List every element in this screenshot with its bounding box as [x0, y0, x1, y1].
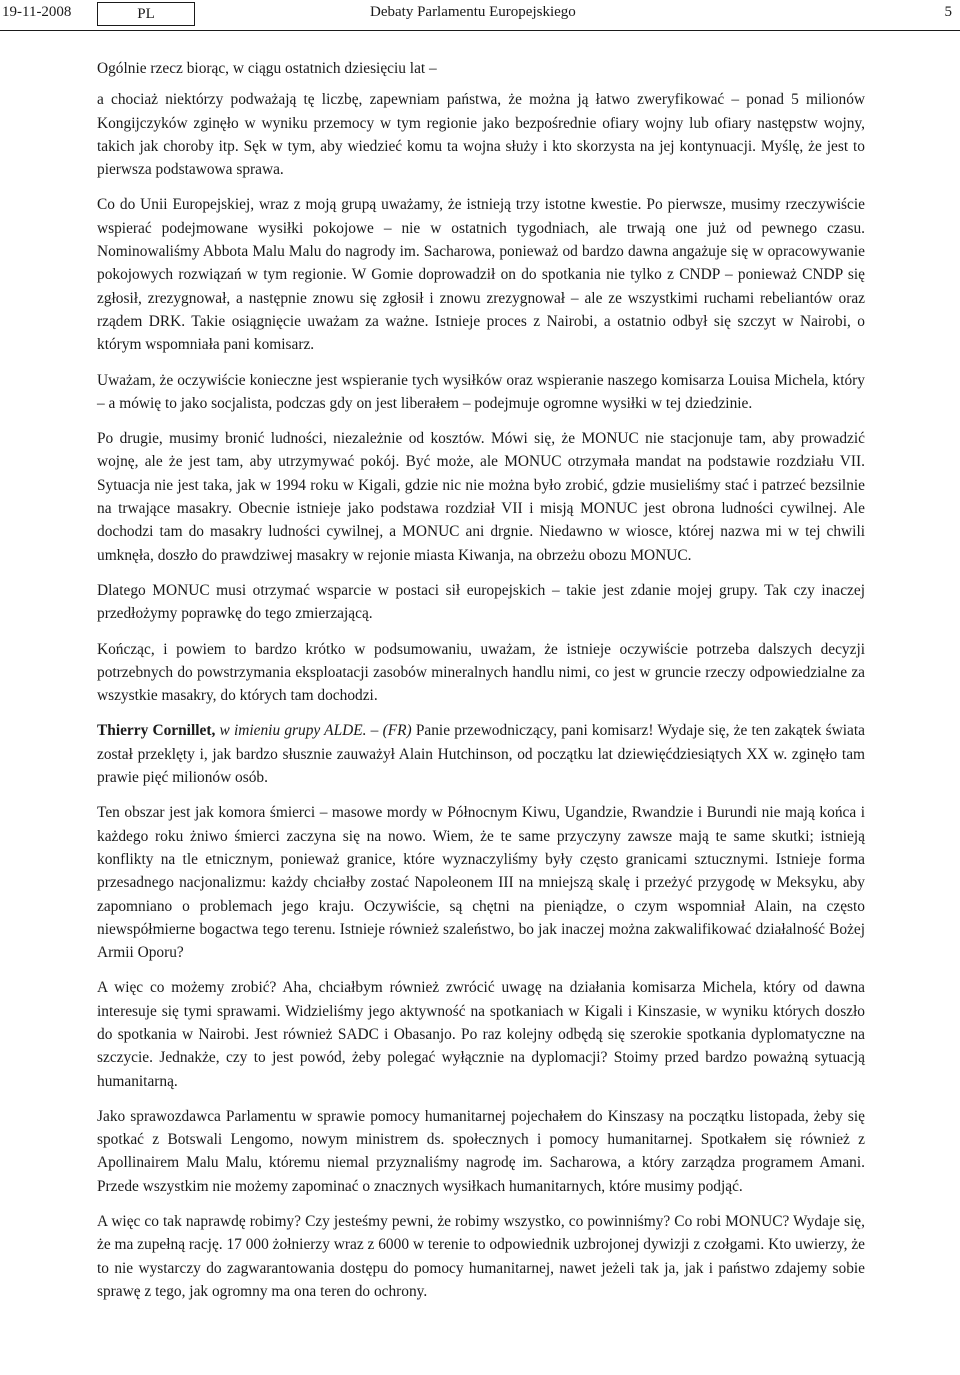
- journal-title: Debaty Parlamentu Europejskiego: [370, 4, 576, 20]
- paragraph: Ogólnie rzecz biorąc, w ciągu ostatnich dziesięciu lat –: [97, 60, 437, 77]
- paragraph: A więc co tak naprawdę robimy? Czy jesteśmy pewni, że robimy wszystko, co powinniśmy? Co robi MONUC? Wydaje się, że ma zupełną rację. 17 000 żołnierzy wraz z 6000 w terenie to odpowiednik uzbrojonej dywizji z czołgami. Kto uwierzy, że to nie wystarczy do zagwarantowania dostępu do pomocy humanitarnej, nawet jeżeli tak ja, jak i państwo zdajemy sobie sprawę z tego, jak ogromny ma ona teren do ochrony.: [97, 1213, 865, 1300]
- paragraph: Kończąc, i powiem to bardzo krótko w podsumowaniu, uważam, że istnieje oczywiście potrzeba dalszych decyzji potrzebnych do powstrzymania eksploatacji zasobów mineralnych handlu nimi, co jest w gruncie rzeczy odpowiedzialne za wszystkie masakry, do których tam dochodzi.: [97, 640, 865, 705]
- paragraph: Dlatego MONUC musi otrzymać wsparcie w postaci sił europejskich – takie jest zdanie mojej grupy. Tak czy inaczej przedłożymy poprawkę do tego zmierzającą.: [97, 581, 865, 623]
- paragraph: Ten obszar jest jak komora śmierci – masowe mordy w Północnym Kiwu, Ugandzie, Rwandzie i Burundi nie mają końca i każdego roku żniwo śmierci zaczyna się na nowo. Wiem, że te same przyczyny zawsze mają te same skutki; istnieją konflikty na tle etnicznym, ponieważ granice, które wyznaczyliśmy były często granicami sztucznymi. Istnieje forma przesadnego nacjonalizmu: każdy chciałby zostać Napoleonem III na mniejszą skalę i przeżyć przygodę w Meksyku, aby zapomniano o problemach jego kraju. Oczywiście, są chętni na pieniądze, o czym wspomniał Alain, na często niewspółmierne bogactwa tego terenu. Istnieje również szaleństwo, bo jak inaczej można zakwalifikować działalność Bożej Armii Oporu?: [97, 804, 865, 962]
- speaker-role: w imieniu grupy ALDE. – (FR): [219, 722, 412, 740]
- page-number: 5: [944, 4, 952, 20]
- speaker-name: Thierry Cornillet,: [97, 722, 216, 740]
- paragraph: Co do Unii Europejskiej, wraz z moją grupą uważamy, że istnieją trzy istotne kwestie. Po pierwsze, musimy rzeczywiście wspierać podejmowane wysiłki pokojowe – nie w ostatnich tygodniach, ale trwają one już od pewnego czasu. Nominowaliśmy Abbota Malu Malu do nagrody im. Sacharowa, ponieważ od bardzo dawna angażuje się w opracowywanie pokojowych rozwiązań w tym regionie. W Gomie doprowadził on do spotkania nie tylko z CNDP – ponieważ CNDP się zgłosił, zrezygnował, a następnie znowu się zgłosił i znowu zrezygnował – ale ze wszystkimi ruchami rebeliantów oraz rządem DRK. Takie osiągnięcie uważam za ważne. Istnieje proces z Nairobi, a ostatnio odbył się szczyt w Nairobi, o którym wspomniała pani komisarz.: [97, 196, 865, 354]
- paragraph: A więc co możemy zrobić? Aha, chciałbym również zwrócić uwagę na działania komisarza Michela, który od dawna interesuje się tymi sprawami. Widzieliśmy jego aktywność na spotkaniach w Kigali i Kinszasie, w wyniku których doszło do spotkania w Nairobi. Jest również SADC i Obasanjo. Po raz kolejny odbędą się szerokie spotkania dyplomatyczne na szczycie. Jednakże, czy to jest powód, żeby polegać wyłącznie na dyplomacji? Stoimy przed bardzo poważną sytuacją humanitarną.: [97, 979, 865, 1090]
- speech-text: Panie przewodniczący, pani komisarz! Wydaje się, że ten zakątek świata został przeklęty i, jak bardzo słusznie zauważył Alain Hutchinson, od początku lat dziewięćdziesiątych XX w. zginęło tam prawie pięć milionów osób.: [97, 722, 865, 787]
- header-date: 19-11-2008: [2, 4, 72, 20]
- page-header: [0, 0, 960, 30]
- paragraph: Jako sprawozdawca Parlamentu w sprawie pomocy humanitarnej pojechałem do Kinszasy na początku listopada, żeby się spotkać z Botswali Lengomo, nowym ministrem ds. społecznych i pomocy humanitarnej. Spotkałem się również z Apollinairem Malu Malu, któremu niemal przyznaliśmy nagrodę im. Sacharowa, a który zarządza programem Amani. Przede wszystkim nie możemy zapominać o znacznych wysiłkach humanitarnych, które musimy podjąć.: [97, 1107, 865, 1195]
- paragraph: Uważam, że oczywiście konieczne jest wspieranie tych wysiłków oraz wspieranie naszego komisarza Louisa Michela, który – a mówię to jako socjalista, podczas gdy on jest liberałem – podejmuje ogromne wysiłki w tej dziedzinie.: [97, 371, 865, 412]
- language-badge: PL: [97, 2, 195, 26]
- paragraph: a chociaż niektórzy podważają tę liczbę, zapewniam państwa, że można ją łatwo zweryfikować – ponad 5 milionów Kongijczyków zginęło w wyniku przemocy w tym regionie jako bezpośrednie ofiary wojny lub ofiary następstw wojny, takich jak choroby itp. Sęk w tym, aby wiedzieć komu ta wojna służy i kto skorzysta na jej kontynuacji. Myślę, że jest to pierwsza podstawowa sprawa.: [97, 91, 865, 179]
- header-rule: [0, 30, 960, 31]
- document-body: [97, 57, 865, 1315]
- paragraph: Po drugie, musimy bronić ludności, niezależnie od kosztów. Mówi się, że MONUC nie stacjonuje tam, aby prowadzić wojnę, ale że jest tam, aby utrzymywać pokój. Być może, ale MONUC otrzymała mandat na podstawie rozdziału VII. Sytuacja nie jest taka, jak w 1994 roku w Kigali, gdzie nic nie można było zrobić, gdzie musieliśmy stać i patrzeć bezsilnie na trwające masakry. Obecnie istnieje jako podstawa rozdział VII i misją MONUC jest obrona ludności cywilnej. Ale dochodzi tam do masakry ludności cywilnej, a MONUC ani drgnie. Niedawno w wiosce, której nazwa mi w tej chwili umknęła, doszło do prawdziwej masakry w rejonie miasta Kiwanja, na obrzeżu obozu MONUC.: [97, 430, 865, 564]
- speech-paragraph: [97, 719, 865, 789]
